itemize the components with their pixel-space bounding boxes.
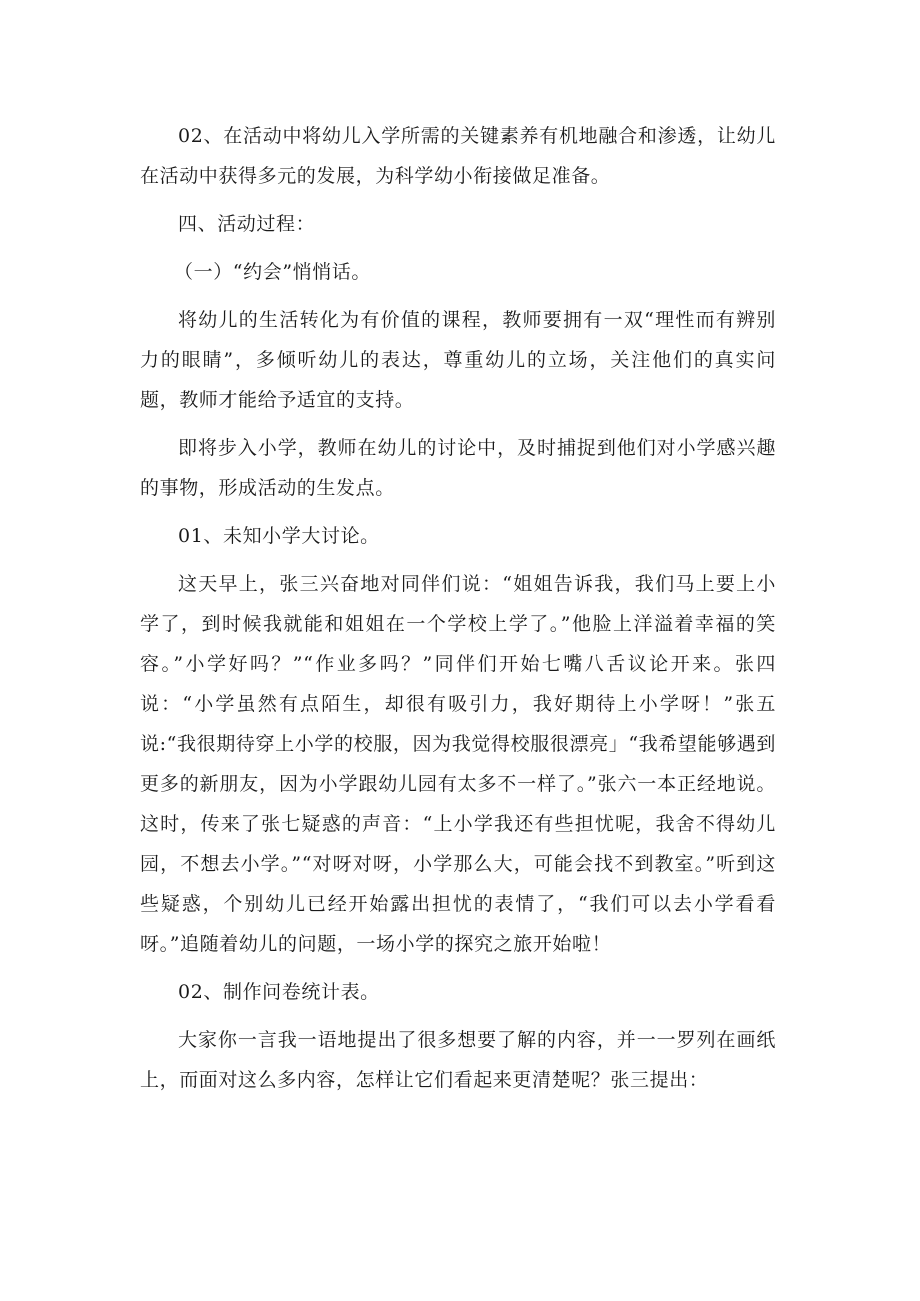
paragraph-curriculum: 将幼儿的生活转化为有价值的课程，教师要拥有一双“理性而有辨别力的眼睛”，多倾听幼儿的表达，尊重幼儿的立场，关注他们的真实问题，教师才能给予适宜的支持。	[140, 309, 776, 411]
paragraph-goal-02: 02、在活动中将幼儿入学所需的关键素养有机地融合和渗透，让幼儿在活动中获得多元的发展，为科学幼小衔接做足准备。	[140, 125, 776, 187]
heading-questionnaire-02: 02、制作问卷统计表。	[178, 981, 380, 1003]
heading-discussion-01: 01、未知小学大讨论。	[178, 525, 380, 547]
paragraph-questionnaire: 大家你一言我一语地提出了很多想要了解的内容，并一一罗列在画纸上，而面对这么多内容，怎样让它们看起来更清楚呢？张三提出：	[140, 1029, 776, 1091]
paragraph-entering-school: 即将步入小学，教师在幼儿的讨论中，及时捕捉到他们对小学感兴趣的事物，形成活动的生发点。	[140, 437, 776, 499]
paragraph-discussion-story: 这天早上，张三兴奋地对同伴们说：“姐姐告诉我，我们马上要上小学了，到时候我就能和姐姐在一个学校上学了。”他脸上洋溢着幸福的笑容。”小学好吗？”“作业多吗？”同伴们开始七嘴八舌议论开来。张四说：“小学虽然有点陌生，却很有吸引力，我好期待上小学呀！”张五说:“我很期待穿上小学的校服，因为我觉得校服很漂亮」“我希望能够遇到更多的新朋友，因为小学跟幼儿园有太多不一样了。”张六一本正经地说。这时，传来了张七疑惑的声音：“上小学我还有些担忧呢，我舍不得幼儿园，不想去小学。”“对呀对呀，小学那么大，可能会找不到教室。”听到这些疑惑，个别幼儿已经开始露出担忧的表情了，“我们可以去小学看看呀。”追随着幼儿的问题，一场小学的探究之旅开始啦！	[140, 573, 776, 955]
heading-activity-process: 四、活动过程：	[178, 213, 316, 235]
subheading-date-whisper: （一）“约会”悄悄话。	[174, 261, 372, 283]
